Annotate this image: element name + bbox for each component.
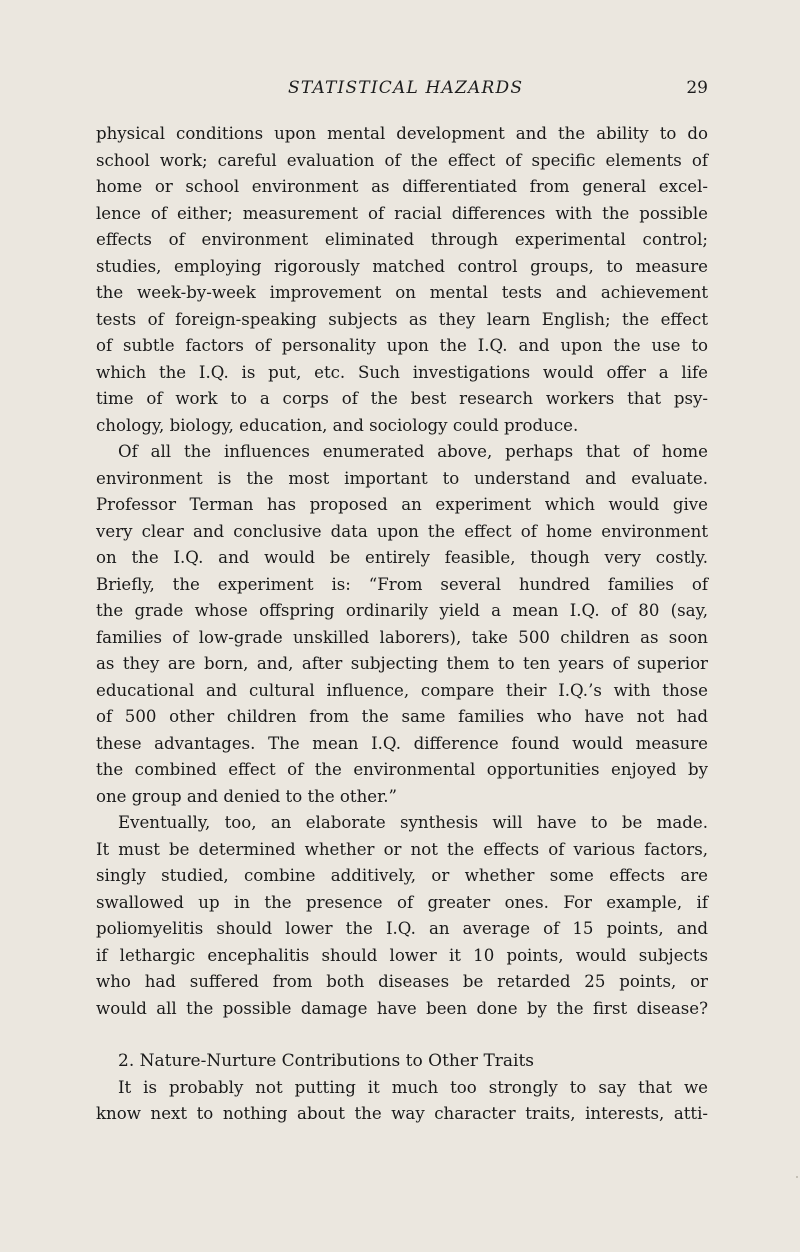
text-line: home or school environment as differentiated from general excel-: [96, 177, 708, 196]
text-line: physical conditions upon mental development and the ability to do: [96, 124, 708, 143]
text-line: studies, employing rigorously matched control groups, to measure: [96, 256, 708, 276]
text-line: the grade whose offspring ordinarily yield a mean I.Q. of 80 (say,: [96, 601, 708, 620]
page-number: 29: [686, 78, 708, 98]
text-line: the combined effect of the environmental opportunities enjoyed by: [96, 760, 708, 779]
text-line: who had suffered from both diseases be retarded 25 points, or: [96, 972, 708, 991]
text-line: families of low-grade unskilled laborers), take 500 children as soon: [96, 627, 708, 647]
text-line: know next to nothing about the way character traits, interests, atti-: [96, 1104, 708, 1123]
text-line: lence of either; measurement of racial differences with the possible: [96, 203, 708, 223]
text-line: time of work to a corps of the best research workers that psy-: [96, 389, 708, 408]
text-line: singly studied, combine additively, or whether some effects are: [96, 866, 708, 885]
text-line: very clear and conclusive data upon the effect of home environment: [96, 521, 708, 541]
text-line: swallowed up in the presence of greater ones. For example, if: [96, 892, 708, 912]
running-head: STATISTICAL HAZARDS: [288, 78, 524, 98]
text-line: one group and denied to the other.”: [96, 786, 397, 806]
text-line: if lethargic encephalitis should lower it 10 points, would subjects: [96, 945, 708, 965]
page-header: [96, 78, 708, 106]
text-line: which the I.Q. is put, etc. Such investigations would offer a life: [96, 362, 708, 382]
paper-speck: [796, 1176, 798, 1178]
text-line: on the I.Q. and would be entirely feasible, though very costly.: [96, 548, 708, 567]
text-line: tests of foreign-speaking subjects as they learn English; the effect: [96, 309, 708, 329]
text-line: Eventually, too, an elaborate synthesis will have to be made.: [118, 813, 708, 832]
text-line: poliomyelitis should lower the I.Q. an average of 15 points, and: [96, 919, 708, 938]
text-line: chology, biology, education, and sociology could produce.: [96, 415, 579, 435]
text-line: of 500 other children from the same families who have not had: [96, 707, 708, 726]
section-heading: 2. Nature-Nurture Contributions to Other Traits: [118, 1051, 535, 1071]
section-paragraph: [96, 1075, 708, 1128]
text-line: these advantages. The mean I.Q. difference found would measure: [96, 733, 708, 753]
text-line: would all the possible damage have been done by the first disease?: [96, 998, 708, 1018]
text-line: It is probably not putting it much too strongly to say that we: [118, 1077, 708, 1097]
paragraph-1: [96, 121, 708, 439]
text-line: Briefly, the experiment is: “From several hundred families of: [96, 574, 708, 594]
body-text: [96, 121, 708, 1128]
text-line: educational and cultural influence, compare their I.Q.’s with those: [96, 680, 708, 700]
text-line: as they are born, and, after subjecting them to ten years of superior: [96, 654, 708, 673]
paragraph-2: [96, 439, 708, 810]
text-line: environment is the most important to understand and evaluate.: [96, 468, 708, 488]
text-line: the week-by-week improvement on mental tests and achievement: [96, 283, 708, 302]
text-line: school work; careful evaluation of the effect of specific elements of: [96, 150, 708, 170]
text-line: Professor Terman has proposed an experiment which would give: [96, 495, 708, 514]
text-line: effects of environment eliminated through experimental control;: [96, 230, 708, 249]
text-line: of subtle factors of personality upon the I.Q. and upon the use to: [96, 336, 708, 355]
text-line: It must be determined whether or not the effects of various factors,: [96, 839, 708, 859]
text-line: Of all the influences enumerated above, perhaps that of home: [118, 442, 708, 461]
paragraph-3: [96, 810, 708, 1022]
